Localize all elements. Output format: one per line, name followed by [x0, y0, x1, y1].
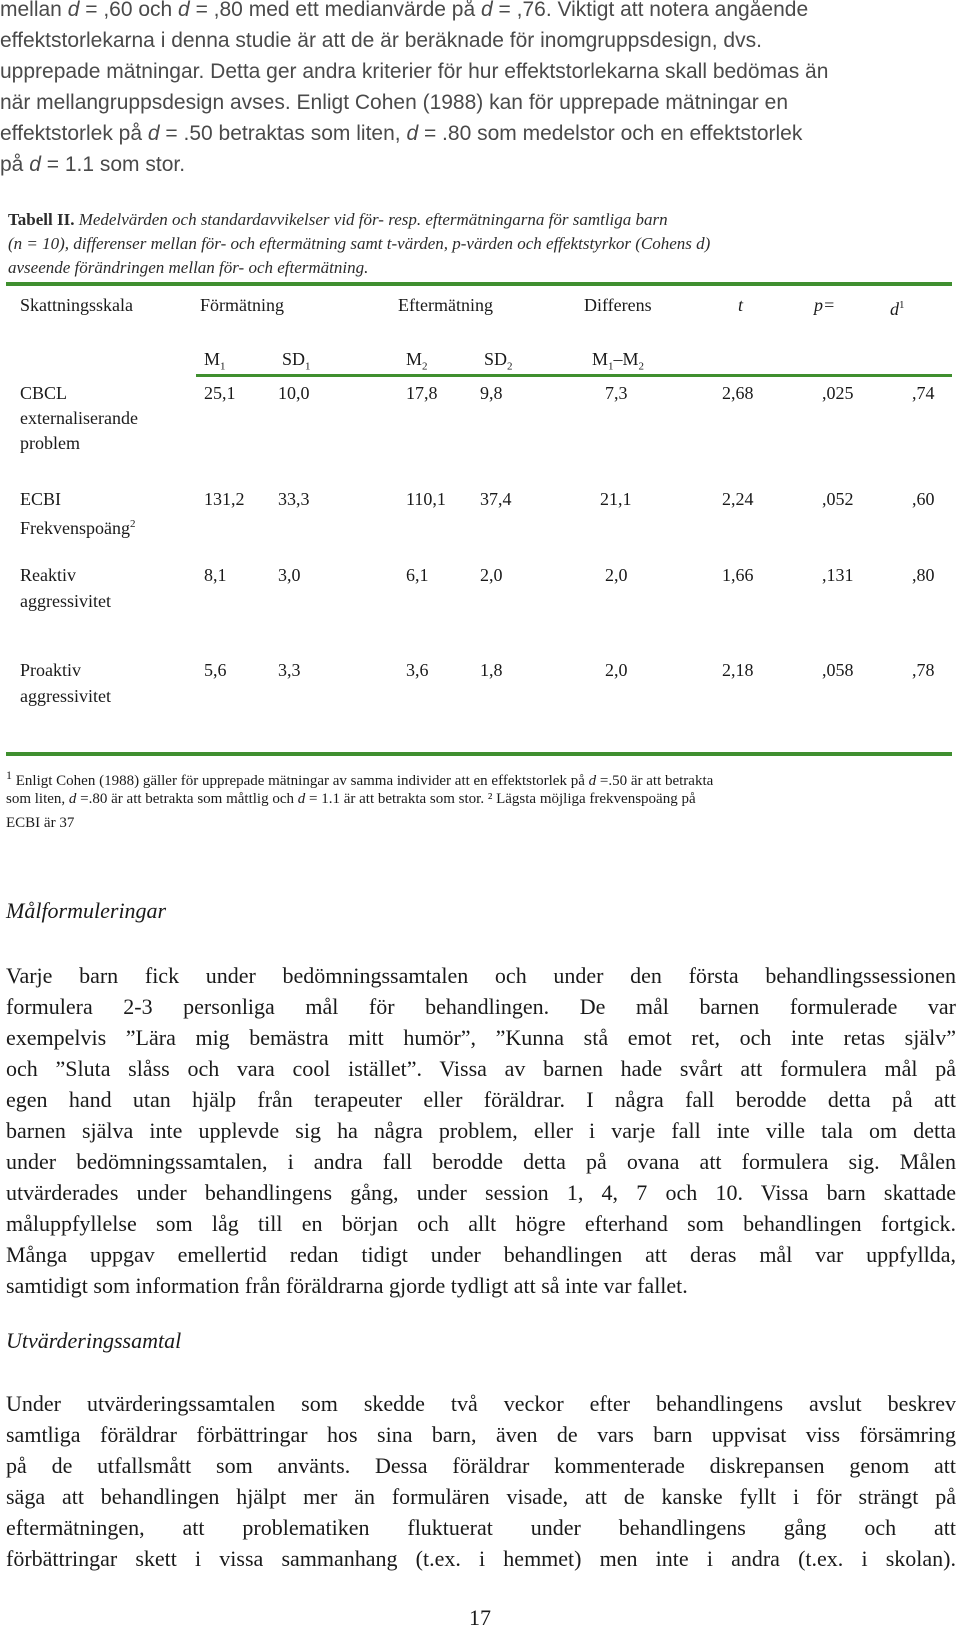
cell-t: 2,24 [722, 489, 754, 509]
intro-line: när mellangruppsdesign avses. Enligt Cohen (1988) kan för upprepade mätningar en [0, 91, 788, 114]
intro-line: effektstorlek på d = .50 betraktas som liten, d = .80 som medelstor och en effektstorlek [0, 122, 803, 145]
cell-d: ,74 [912, 383, 935, 403]
cell-sd2: 9,8 [480, 383, 503, 403]
paragraph-line: säga att behandlingen hjälpt mer än formulären visade, att de kanske fyllt i för strängt på [6, 1484, 956, 1509]
cell-diff: 2,0 [605, 660, 628, 680]
table-footnote [6, 763, 956, 835]
cell-p: ,058 [822, 660, 854, 680]
cell-sd1: 33,3 [278, 489, 310, 509]
cell-d: ,60 [912, 489, 935, 509]
row-label: CBCL [20, 383, 68, 403]
row-label: aggressivitet [20, 686, 111, 706]
cell-sd2: 2,0 [480, 565, 503, 585]
page-number: 17 [469, 1605, 491, 1630]
header-d: $d^1$ [890, 299, 905, 319]
footnote-line: som liten, d =.80 är att betrakta som måttlig och d = 1.1 är att betrakta som stor. ² Lägsta möjliga frekvenspoäng på [6, 791, 696, 807]
paragraph-line: och ”Sluta slåss och vara cool istället”. Vissa av barnen hade svårt att formulera mål på [6, 1056, 956, 1081]
table-caption [8, 208, 953, 280]
caption-label: Tabell II. [8, 210, 75, 229]
row-label: Frekvenspoäng$^2$ [20, 518, 136, 538]
cell-p: ,052 [822, 489, 854, 509]
subheader-rule [196, 374, 952, 377]
paragraph-line: samtliga föräldrar förbättringar hos sina barn, även de vars barn uppvisat viss försämring [6, 1422, 956, 1447]
section-heading: Målformuleringar [6, 898, 167, 923]
cell-sd2: 1,8 [480, 660, 503, 680]
paragraph-line: egen hand utan hjälp från terapeuter eller föräldrar. I några fall berodde detta på att [6, 1087, 956, 1112]
paragraph-line: formulera 2-3 personliga mål för behandlingen. De mål barnen formulerade var [6, 994, 956, 1019]
table-top-rule [6, 282, 952, 286]
cell-m1: 25,1 [204, 383, 236, 403]
caption-line: Tabell II. Medelvärden och standardavvikelser vid för- resp. eftermätningarna för samtliga barn [8, 210, 668, 229]
row-label: externaliserande [20, 408, 138, 428]
paragraph-line: under bedömningssamtalen, i andra fall berodde detta på ovana att formulera sig. Målen [6, 1149, 956, 1174]
footnote-line: ECBI är 37 [6, 815, 75, 831]
table-bottom-rule [6, 752, 952, 756]
header-pre: Förmätning [200, 295, 284, 315]
cell-m2: 3,6 [406, 660, 429, 680]
body-paragraph [6, 1388, 956, 1574]
paragraph-line: Under utvärderingssamtalen som skedde två veckor efter behandlingens avslut beskrev [6, 1391, 956, 1416]
cell-m2: 6,1 [406, 565, 429, 585]
cell-m1: 5,6 [204, 660, 227, 680]
sub-sd1: $SD_1$ [282, 349, 311, 373]
paragraph-line: eftermätningen, att problematiken fluktuerat under behandlingens gång och att [6, 1515, 956, 1540]
intro-line: mellan d = ,60 och d = ,80 med ett medianvärde på d = ,76. Viktigt att notera angående [0, 0, 809, 21]
intro-line: effektstorlekarna i denna studie är att de är beräknade för inomgruppsdesign, dvs. [0, 29, 762, 52]
caption-line: (n = 10), differenser mellan för- och eftermätning samt t-värden, p-värden och effektstyrkor (Cohens d) [8, 234, 711, 253]
body-paragraph [6, 960, 956, 1301]
cell-t: 1,66 [722, 565, 754, 585]
cell-m2: 110,1 [406, 489, 446, 509]
paragraph-line: förbättringar skett i vissa sammanhang (t.ex. i hemmet) men inte i andra (t.ex. i skolan). [6, 1546, 956, 1571]
sub-m1: $M_1$ [204, 349, 226, 373]
cell-d: ,78 [912, 660, 935, 680]
paragraph-line: Många uppgav emellertid redan tidigt under behandlingen att deras mål var uppfyllda, [6, 1242, 956, 1267]
row-label: ECBI [20, 489, 62, 509]
caption-line: avseende förändringen mellan för- och eftermätning. [8, 258, 369, 277]
sub-m2: $M_2$ [406, 349, 428, 373]
section-heading: Utvärderingssamtal [6, 1328, 182, 1353]
paragraph-line: Varje barn fick under bedömningssamtalen och under den första behandlingssessionen [6, 963, 956, 988]
cell-t: 2,18 [722, 660, 754, 680]
cell-sd1: 3,3 [278, 660, 301, 680]
cell-diff: 21,1 [600, 489, 632, 509]
footnote-line: $^1$ Enligt Cohen (1988) gäller för upprepade mätningar av samma individer att en effektstorlek på d =.50 är att betrakta [6, 768, 714, 789]
intro-paragraph [0, 0, 955, 180]
intro-line: upprepade mätningar. Detta ger andra kriterier för hur effektstorlekarna skall bedömas än [0, 60, 829, 83]
cell-sd2: 37,4 [480, 489, 512, 509]
intro-line: på d = 1.1 som stor. [0, 153, 186, 176]
cell-p: ,131 [822, 565, 854, 585]
cell-m1: 8,1 [204, 565, 227, 585]
row-label: Reaktiv [20, 565, 76, 585]
cell-d: ,80 [912, 565, 935, 585]
cell-p: ,025 [822, 383, 854, 403]
header-diff: Differens [584, 295, 652, 315]
sub-sd2: $SD_2$ [484, 349, 513, 373]
paragraph-line: samtidigt som information från föräldrarna gjorde tydligt att så inte var fallet. [6, 1273, 688, 1298]
row-label: problem [20, 433, 80, 453]
cell-m1: 131,2 [204, 489, 245, 509]
header-p: p= [814, 295, 836, 315]
paragraph-line: barnen själva inte upplevde sig ha några problem, eller i varje fall inte ville tala om detta [6, 1118, 956, 1143]
cell-diff: 2,0 [605, 565, 628, 585]
sub-diff: $M_1-M_2$ [592, 349, 645, 373]
paragraph-line: exempelvis ”Lära mig bemästra mitt humör”, ”Kunna stå emot ret, och inte retas själv” [6, 1025, 956, 1050]
header-t: t [738, 295, 744, 315]
paragraph-line: på de utfallsmått som använts. Dessa föräldrar kommenterade diskrepansen genom att [6, 1453, 956, 1478]
cell-diff: 7,3 [605, 383, 628, 403]
paragraph-line: utvärderades under behandlingens gång, under session 1, 4, 7 och 10. Vissa barn skattade [6, 1180, 956, 1205]
paragraph-line: måluppfyllelse som låg till en början och allt högre efterhand som behandlingen fortgick. [6, 1211, 956, 1236]
row-label: Proaktiv [20, 660, 81, 680]
cell-m2: 17,8 [406, 383, 438, 403]
cell-sd1: 3,0 [278, 565, 301, 585]
row-label: aggressivitet [20, 591, 111, 611]
cell-t: 2,68 [722, 383, 754, 403]
header-post: Eftermätning [398, 295, 493, 315]
header-scale: Skattningsskala [20, 295, 133, 315]
cell-sd1: 10,0 [278, 383, 310, 403]
